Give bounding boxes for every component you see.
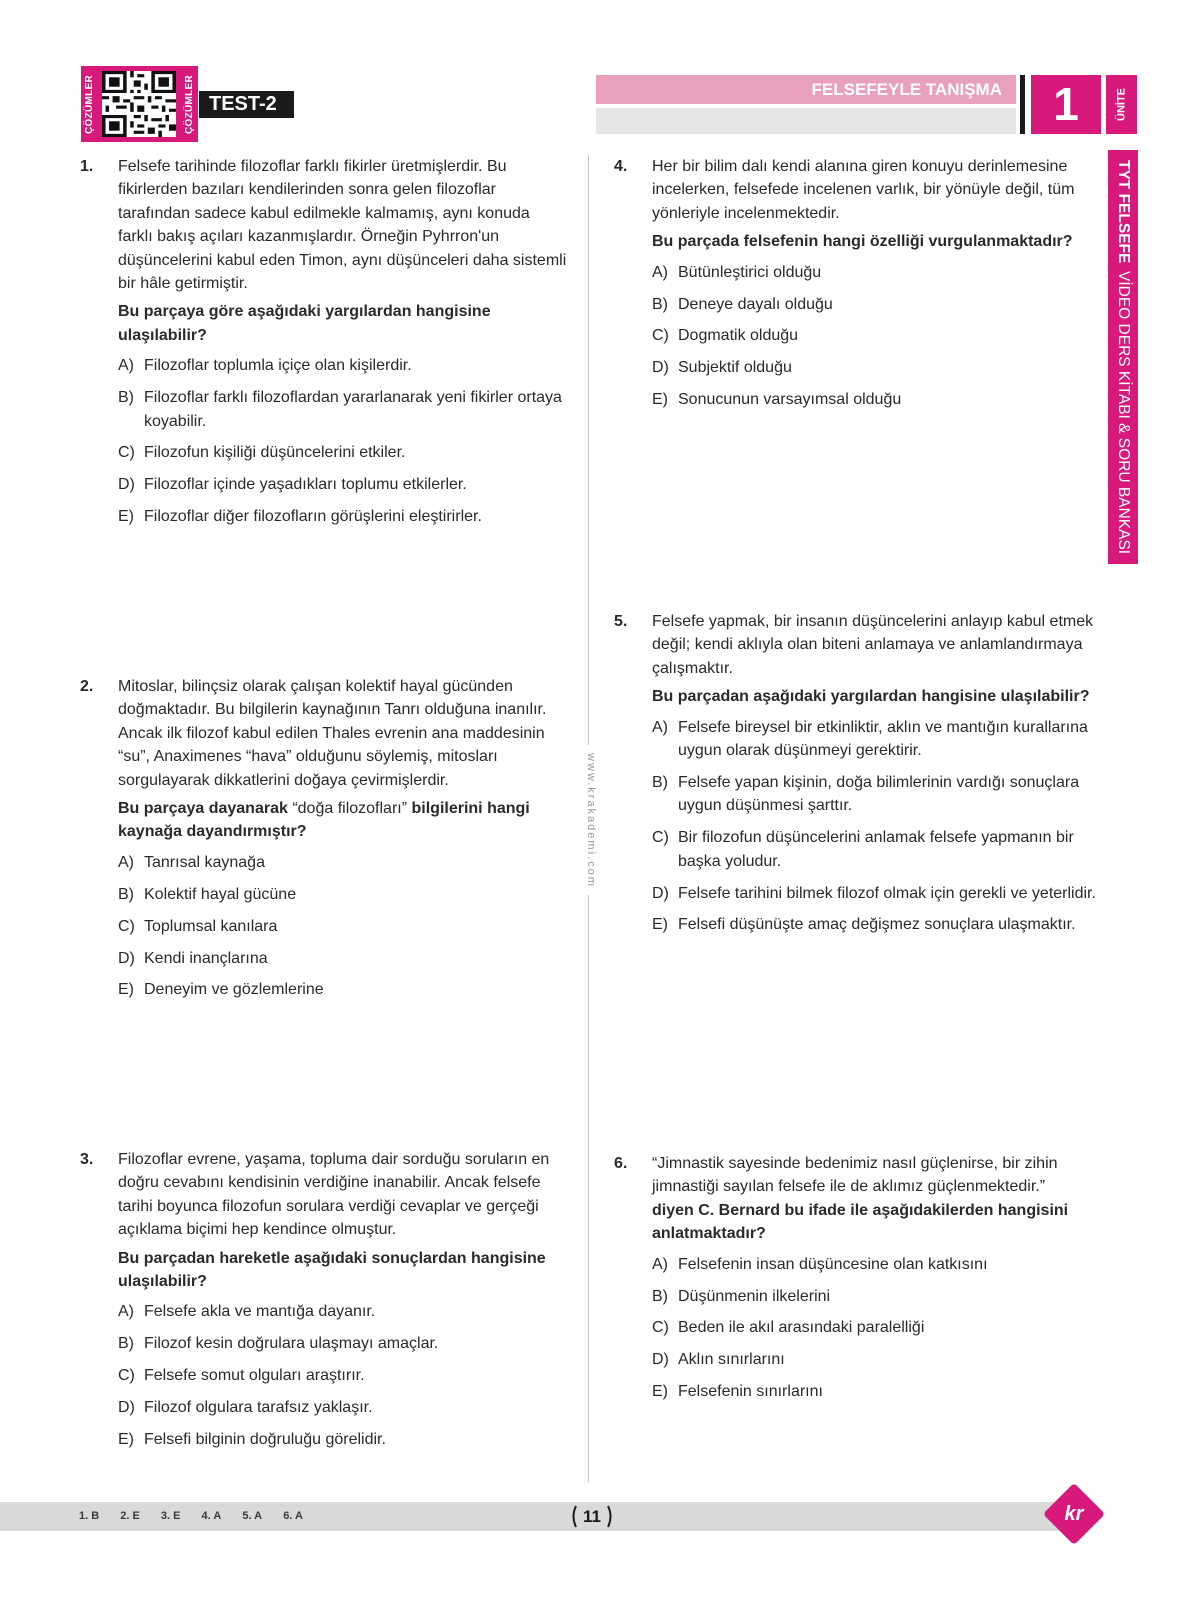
option-letter: B) (652, 295, 668, 313)
option-list (118, 1300, 568, 1451)
question-text: Her bir bilim dalı kendi alanına giren konuyu derinlemesine incelerken, felsefede incelenen varlık, bir yönüyle değil, tüm yönleriyle incelenmektedir. (652, 158, 1075, 222)
option-text: Tanrısal kaynağa (144, 853, 265, 871)
unit-title: FELSEFEYLE TANIŞMA (596, 75, 1016, 104)
option-d[interactable] (118, 1396, 568, 1419)
question-text: Felsefe tarihinde filozoflar farklı fikirler üretmişlerdir. Bu fikirlerden bazıları kendilerinden sonra gelen filozoflar tarafından sadece kabul edilmekle kalmamış, aynı konuda farklı bakış açıları kazanmışlardır. Örneğin Pyhrron'un düşüncelerini kabul eden Timon, aynı düşünceleri daha sistemli bir hâle getirmiştir. (118, 158, 567, 293)
question-number: 3. (80, 1151, 94, 1168)
option-list (652, 716, 1100, 937)
option-list (652, 1253, 1100, 1404)
option-letter: C) (652, 829, 669, 847)
option-text: Kendi inançlarına (144, 949, 268, 967)
unit-number: 1 (1031, 75, 1101, 134)
question-number: 6. (614, 1155, 628, 1172)
option-text: Beden ile akıl arasındaki paralelliği (678, 1319, 925, 1337)
option-d[interactable] (118, 473, 568, 496)
question-prompt: Bu parçadan hareketle aşağıdaki sonuçlardan hangisine ulaşılabilir? (118, 1249, 546, 1291)
option-letter: B) (652, 1287, 668, 1305)
option-letter: A) (118, 853, 134, 871)
test-label: TEST-2 (199, 91, 294, 118)
option-d[interactable] (652, 356, 1100, 379)
option-b[interactable] (118, 883, 568, 906)
option-letter: D) (118, 949, 135, 967)
unit-word: ÜNİTE (1106, 75, 1137, 134)
answer-key (79, 1502, 321, 1531)
option-e[interactable] (652, 1380, 1100, 1403)
option-text: Filozoflar toplumla içiçe olan kişilerdir. (144, 357, 412, 375)
option-d[interactable] (652, 882, 1100, 905)
question-3 (80, 1148, 568, 1460)
option-e[interactable] (118, 978, 568, 1001)
question-4 (614, 155, 1100, 420)
option-letter: A) (652, 718, 668, 736)
watermark-url: www.krakademi.com (579, 745, 597, 895)
option-text: Aklın sınırlarını (678, 1351, 785, 1369)
qr-right-label: ÇÖZÜMLER (184, 74, 195, 134)
option-b[interactable] (118, 1332, 568, 1355)
question-prompt: Bu parçada felsefenin hangi özelliği vurgulanmaktadır? (652, 233, 1073, 251)
answer-key-item: 4. A (201, 1510, 222, 1522)
option-letter: D) (652, 359, 669, 377)
question-6 (614, 1152, 1100, 1412)
answer-key-item: 3. E (160, 1510, 181, 1522)
option-c[interactable] (118, 441, 568, 464)
option-text: Sonucunun varsayımsal olduğu (678, 391, 902, 409)
option-text: Felsefi bilginin doğruluğu görelidir. (144, 1431, 386, 1449)
prompt-part-3: bilgilerini hangi kaynağa dayandırmıştır? (118, 800, 530, 841)
option-letter: D) (118, 476, 135, 494)
option-list (652, 261, 1100, 412)
question-number: 1. (80, 158, 94, 175)
option-a[interactable] (118, 851, 568, 874)
option-letter: B) (652, 773, 668, 791)
option-text: Subjektif olduğu (678, 359, 792, 377)
option-letter: E) (652, 391, 668, 409)
unit-bar-underlay (596, 108, 1016, 134)
option-text: Filozofun kişiliği düşüncelerini etkiler. (144, 444, 406, 462)
option-a[interactable] (652, 716, 1100, 763)
option-letter: D) (652, 1351, 669, 1369)
option-letter: B) (118, 885, 134, 903)
option-c[interactable] (652, 826, 1100, 873)
question-number: 2. (80, 678, 94, 695)
option-text: Düşünmenin ilkelerini (678, 1287, 831, 1305)
option-e[interactable] (652, 913, 1100, 936)
option-letter: C) (118, 917, 135, 935)
option-letter: A) (652, 1255, 668, 1273)
qr-code-icon[interactable] (102, 71, 176, 137)
question-2 (80, 675, 568, 1010)
option-text: Felsefe bireysel bir etkinliktir, aklın ve mantığın kurallarına uygun olarak düşünmeyi gerektirir. (678, 718, 1088, 760)
publisher-logo-text: kr (1064, 1503, 1084, 1525)
question-prompt (118, 797, 568, 844)
option-text: Felsefe akla ve mantığa dayanır. (144, 1303, 376, 1321)
question-prompt: Bu parçaya göre aşağıdaki yargılardan hangisine ulaşılabilir? (118, 303, 491, 344)
option-text: Felsefenin insan düşüncesine olan katkısını (678, 1255, 988, 1273)
option-letter: E) (118, 981, 134, 999)
option-letter: A) (118, 357, 134, 375)
option-letter: B) (118, 1335, 134, 1353)
question-text: Felsefe yapmak, bir insanın düşüncelerini anlayıp kabul etmek değil; kendi aklıyla olan biteni anlamaya ve anlamlandırmaya çalışmaktır. (652, 613, 1094, 677)
prompt-part-2: “doğa filozofları” (292, 800, 408, 818)
qr-solutions-block[interactable] (81, 66, 198, 142)
option-letter: E) (118, 1431, 134, 1449)
answer-key-item: 1. B (79, 1510, 100, 1522)
option-text: Felsefe tarihini bilmek filozof olmak için gerekli ve yeterlidir. (678, 884, 1096, 902)
option-text: Filozoflar diğer filozofların görüşlerini eleştirirler. (144, 508, 482, 526)
option-list (118, 851, 568, 1002)
option-text: Deneye dayalı olduğu (678, 295, 833, 313)
qr-left-label: ÇÖZÜMLER (84, 74, 95, 134)
question-text: “Jimnastik sayesinde bedenimiz nasıl güçlenirse, bir zihin jimnastiği sayılan felsefe ile de aklımız güçlenmektedir.” (652, 1155, 1058, 1196)
question-number: 5. (614, 613, 628, 630)
option-letter: C) (118, 444, 135, 462)
question-prompt: diyen C. Bernard bu ifade ile aşağıdakilerden hangisini anlatmaktadır? (652, 1201, 1069, 1243)
option-text: Felsefe yapan kişinin, doğa bilimlerinin vardığı sonuçlara uygun düşünmesi şarttır. (678, 773, 1080, 815)
option-text: Filozof kesin doğrulara ulaşmayı amaçlar. (144, 1335, 439, 1353)
option-a[interactable] (652, 1253, 1100, 1276)
option-e[interactable] (652, 388, 1100, 411)
option-text: Bir filozofun düşüncelerini anlamak felsefe yapmanın bir başka yoludur. (678, 829, 1074, 870)
prompt-part-1: Bu parçaya dayanarak (118, 800, 288, 818)
option-a[interactable] (652, 261, 1100, 284)
side-banner-bold: TYT FELSEFE (1115, 159, 1132, 263)
question-text: Mitoslar, bilinçsiz olarak çalışan kolektif hayal gücünden doğmaktadır. Bu bilgilerin kaynağının Tanrı olduğuna inanılır. Ancak ilk filozof kabul edilen Thales evrenin ana maddesinin “su”, Anaximenes “hava” olduğunu söylemiş, mitosları sorgulayarak dikkatlerini doğaya çevirmişlerdir. (118, 678, 547, 789)
answer-key-item: 5. A (242, 1510, 263, 1522)
option-a[interactable] (118, 1300, 568, 1323)
option-letter: D) (652, 884, 669, 902)
option-letter: E) (652, 1383, 668, 1401)
option-letter: E) (652, 916, 668, 934)
option-d[interactable] (118, 947, 568, 970)
option-c[interactable] (652, 324, 1100, 347)
side-banner-rest: VİDEO DERS KİTABI & SORU BANKASI (1115, 271, 1132, 555)
page-number: 11 (583, 1507, 601, 1526)
option-list (118, 354, 568, 528)
option-b[interactable] (118, 386, 568, 433)
header-divider (1020, 75, 1025, 134)
option-text: Toplumsal kanılara (144, 917, 278, 935)
question-number: 4. (614, 158, 628, 175)
question-1 (80, 155, 568, 537)
option-text: Felsefenin sınırlarını (678, 1383, 823, 1401)
option-b[interactable] (652, 293, 1100, 316)
option-text: Filozof olgulara tarafsız yaklaşır. (144, 1399, 373, 1417)
option-c[interactable] (118, 1364, 568, 1387)
answer-key-item: 2. E (120, 1510, 140, 1522)
question-prompt: Bu parçadan aşağıdaki yargılardan hangisine ulaşılabilir? (652, 688, 1090, 706)
option-text: Felsefi düşünüşte amaç değişmez sonuçlara ulaşmaktır. (678, 916, 1076, 934)
option-text: Felsefe somut olguları araştırır. (144, 1367, 365, 1385)
option-text: Deneyim ve gözlemlerine (144, 981, 324, 999)
option-c[interactable] (652, 1316, 1100, 1339)
option-letter: C) (652, 1319, 669, 1337)
option-a[interactable] (118, 354, 568, 377)
side-banner (1108, 150, 1138, 564)
option-d[interactable] (652, 1348, 1100, 1371)
option-letter: A) (652, 263, 668, 281)
question-text: Filozoflar evrene, yaşama, topluma dair sorduğu soruların en doğru cevabını kendisinin verdiğine inanabilir. Ancak felsefe tarihi boyunca filozofun sorulara verdiği cevaplar ve gerçeği açıklama biçimi hep kendince olmuştur. (118, 1151, 550, 1239)
option-letter: A) (118, 1303, 134, 1321)
answer-key-item: 6. A (283, 1510, 303, 1522)
option-letter: B) (118, 389, 134, 407)
option-b[interactable] (652, 771, 1100, 818)
option-e[interactable] (118, 1428, 568, 1451)
option-text: Dogmatik olduğu (678, 327, 799, 345)
option-letter: D) (118, 1399, 135, 1417)
option-text: Kolektif hayal gücüne (144, 885, 297, 903)
option-c[interactable] (118, 915, 568, 938)
option-e[interactable] (118, 505, 568, 528)
option-letter: C) (118, 1367, 135, 1385)
option-text: Bütünleştirici olduğu (678, 263, 822, 281)
option-b[interactable] (652, 1285, 1100, 1308)
question-5 (614, 610, 1100, 945)
option-text: Filozoflar içinde yaşadıkları toplumu etkilerler. (144, 476, 467, 494)
option-text: Filozoflar farklı filozoflardan yararlanarak yeni fikirler ortaya koyabilir. (144, 389, 562, 430)
option-letter: C) (652, 327, 669, 345)
option-letter: E) (118, 508, 134, 526)
